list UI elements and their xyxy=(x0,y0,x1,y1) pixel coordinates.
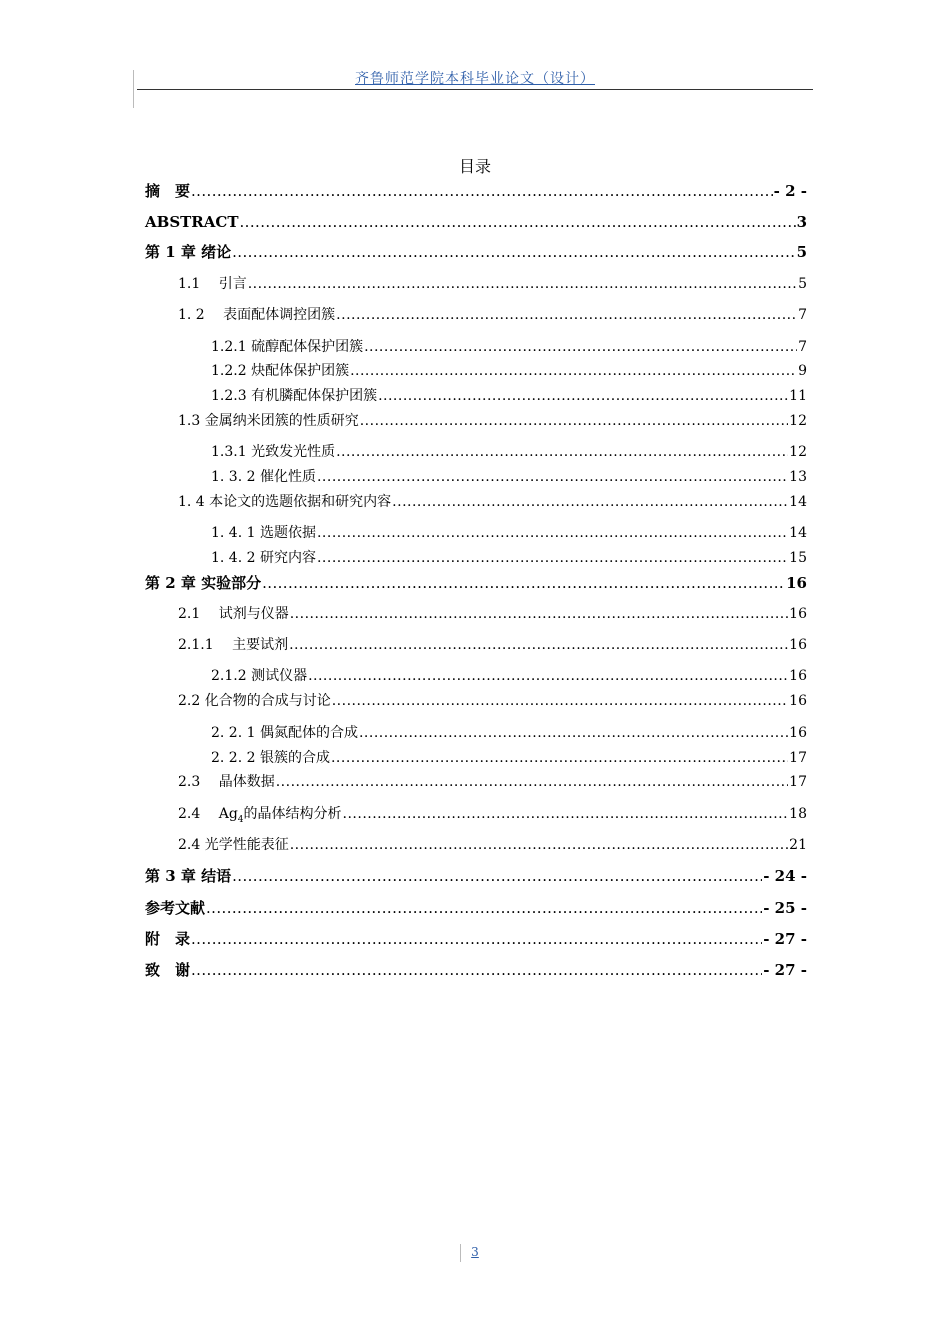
toc-entry-page: 11 xyxy=(789,388,807,404)
dot-leader xyxy=(191,181,773,201)
toc-entry-label: 参考文献 xyxy=(145,899,206,917)
toc-entry-label: 致 谢 xyxy=(145,961,191,979)
toc-entry-page: 3 xyxy=(796,213,807,231)
toc-entry-page: 16 xyxy=(789,693,807,709)
toc-entry-label: 1.2.2 炔配体保护团簇 xyxy=(211,363,350,379)
toc-entry[interactable] xyxy=(178,305,807,325)
toc-entry-page: 13 xyxy=(789,469,807,485)
toc-entry-label: 2.1.1 主要试剂 xyxy=(178,637,289,653)
toc-entry-label: 1. 4. 1 选题依据 xyxy=(211,525,316,541)
dot-leader xyxy=(317,467,788,487)
dot-leader xyxy=(332,691,788,711)
toc-entry[interactable] xyxy=(178,604,807,624)
toc-entry-label: 1. 4 本论文的选题依据和研究内容 xyxy=(178,494,392,510)
toc-entry-page: - 2 - xyxy=(773,182,807,200)
toc-entry-page: 9 xyxy=(798,363,807,379)
toc-entry-page: 17 xyxy=(789,750,807,766)
toc-entry-page: - 24 - xyxy=(763,867,807,885)
toc-entry-page: 5 xyxy=(796,243,807,261)
dot-leader xyxy=(232,242,795,262)
dot-leader xyxy=(336,305,797,325)
dot-leader xyxy=(240,212,796,232)
toc-entry[interactable] xyxy=(211,666,807,686)
dot-leader xyxy=(290,835,788,855)
dot-leader xyxy=(191,929,762,949)
toc-entry[interactable] xyxy=(178,835,807,855)
toc-entry-label: 第 1 章 绪论 xyxy=(145,243,232,261)
toc-entry-label: ABSTRACT xyxy=(145,213,239,231)
dot-leader xyxy=(276,772,788,792)
toc-entry-page: 16 xyxy=(789,668,807,684)
toc-entry-page: 18 xyxy=(789,806,807,822)
dot-leader xyxy=(359,723,788,743)
toc-entry-page: 16 xyxy=(786,574,807,592)
header-rule xyxy=(137,89,813,90)
toc-entry[interactable] xyxy=(211,337,807,357)
toc-entry-label: 1.2.3 有机膦配体保护团簇 xyxy=(211,388,378,404)
dot-leader xyxy=(350,361,797,381)
page-number: 3 xyxy=(471,1245,479,1259)
toc-entry-page: 7 xyxy=(798,307,807,323)
toc-entry-label: 1. 2 表面配体调控团簇 xyxy=(178,307,336,323)
toc-entry[interactable] xyxy=(145,960,807,980)
toc-entry-page: 21 xyxy=(789,837,807,853)
toc-entry[interactable] xyxy=(211,748,807,768)
toc-entry[interactable] xyxy=(178,411,807,431)
toc-entry-label: 2. 2. 2 银簇的合成 xyxy=(211,750,330,766)
dot-leader xyxy=(378,386,788,406)
toc-entry[interactable] xyxy=(145,929,807,949)
toc-entry-page: 12 xyxy=(789,413,807,429)
dot-leader xyxy=(331,748,788,768)
toc-entry[interactable] xyxy=(145,573,807,593)
toc-entry[interactable] xyxy=(178,492,807,512)
toc-entry[interactable] xyxy=(145,181,807,201)
running-header: 齐鲁师范学院本科毕业论文（设计） xyxy=(355,71,595,87)
toc-entry-label: 1.2.1 硫醇配体保护团簇 xyxy=(211,339,364,355)
dot-leader xyxy=(206,898,762,918)
toc-entry[interactable] xyxy=(178,772,807,792)
toc-entry[interactable] xyxy=(211,467,807,487)
toc-entry[interactable] xyxy=(211,723,807,743)
toc-entry-page: 5 xyxy=(798,276,807,292)
dot-leader xyxy=(336,442,788,462)
toc-entry[interactable] xyxy=(211,442,807,462)
toc-entry-label: 1.3 金属纳米团簇的性质研究 xyxy=(178,413,359,429)
toc-entry[interactable] xyxy=(145,242,807,262)
dot-leader xyxy=(262,573,785,593)
dot-leader xyxy=(248,274,797,294)
dot-leader xyxy=(191,960,762,980)
toc-entry-label: 2.1.2 测试仪器 xyxy=(211,668,308,684)
toc-entry-label: 1. 4. 2 研究内容 xyxy=(211,550,316,566)
toc-entry-page: 16 xyxy=(789,606,807,622)
toc-entry-label: 1. 3. 2 催化性质 xyxy=(211,469,316,485)
dot-leader xyxy=(392,492,788,512)
toc-entry[interactable] xyxy=(211,523,807,543)
toc-entry-label: 2.4 光学性能表征 xyxy=(178,837,289,853)
toc-entry-label: 2. 2. 1 偶氮配体的合成 xyxy=(211,725,358,741)
toc-entry[interactable] xyxy=(145,898,807,918)
toc-entry[interactable] xyxy=(211,548,807,568)
toc-entry-page: 17 xyxy=(789,774,807,790)
toc-entry[interactable] xyxy=(145,866,807,886)
toc-entry-page: 16 xyxy=(789,725,807,741)
toc-entry-page: 15 xyxy=(789,550,807,566)
dot-leader xyxy=(317,523,788,543)
toc-entry-label: 摘 要 xyxy=(145,182,191,200)
toc-entry[interactable] xyxy=(145,212,807,232)
toc-entry[interactable] xyxy=(178,635,807,655)
toc-entry-label: 1.1 引言 xyxy=(178,276,247,292)
toc-entry-label: 2.2 化合物的合成与讨论 xyxy=(178,693,331,709)
toc-entry[interactable] xyxy=(178,691,807,711)
toc-entry-label: 1.3.1 光致发光性质 xyxy=(211,444,336,460)
toc-entry-page: 7 xyxy=(798,339,807,355)
toc-entry-label: 附 录 xyxy=(145,930,191,948)
dot-leader xyxy=(364,337,797,357)
toc-entry-label: 2.4 $Ag_4$的晶体结构分析 xyxy=(178,806,342,825)
toc-entry-label: 2.1 试剂与仪器 xyxy=(178,606,289,622)
toc-entry-label: 第 3 章 结语 xyxy=(145,867,232,885)
dot-leader xyxy=(360,411,788,431)
dot-leader xyxy=(232,866,762,886)
dot-leader xyxy=(317,548,788,568)
toc-entry[interactable] xyxy=(178,804,807,824)
toc-entry[interactable] xyxy=(178,274,807,294)
subscript: 4 xyxy=(237,814,244,825)
toc-entry-page: 14 xyxy=(789,494,807,510)
toc-entry-page: - 27 - xyxy=(763,961,807,979)
header-margin-marker xyxy=(133,70,134,108)
toc-entry-page: - 27 - xyxy=(763,930,807,948)
toc-entry-page: - 25 - xyxy=(763,899,807,917)
toc-title: 目录 xyxy=(458,157,491,176)
toc-entry-page: 14 xyxy=(789,525,807,541)
toc-entry[interactable] xyxy=(211,386,807,406)
dot-leader xyxy=(290,604,788,624)
toc-entry-page: 12 xyxy=(789,444,807,460)
toc-entry-page: 16 xyxy=(789,637,807,653)
toc-entry-label: 2.3 晶体数据 xyxy=(178,774,275,790)
dot-leader xyxy=(289,635,788,655)
toc-entry-label: 第 2 章 实验部分 xyxy=(145,574,262,592)
toc-entry[interactable] xyxy=(211,361,807,381)
dot-leader xyxy=(343,804,789,824)
dot-leader xyxy=(308,666,788,686)
